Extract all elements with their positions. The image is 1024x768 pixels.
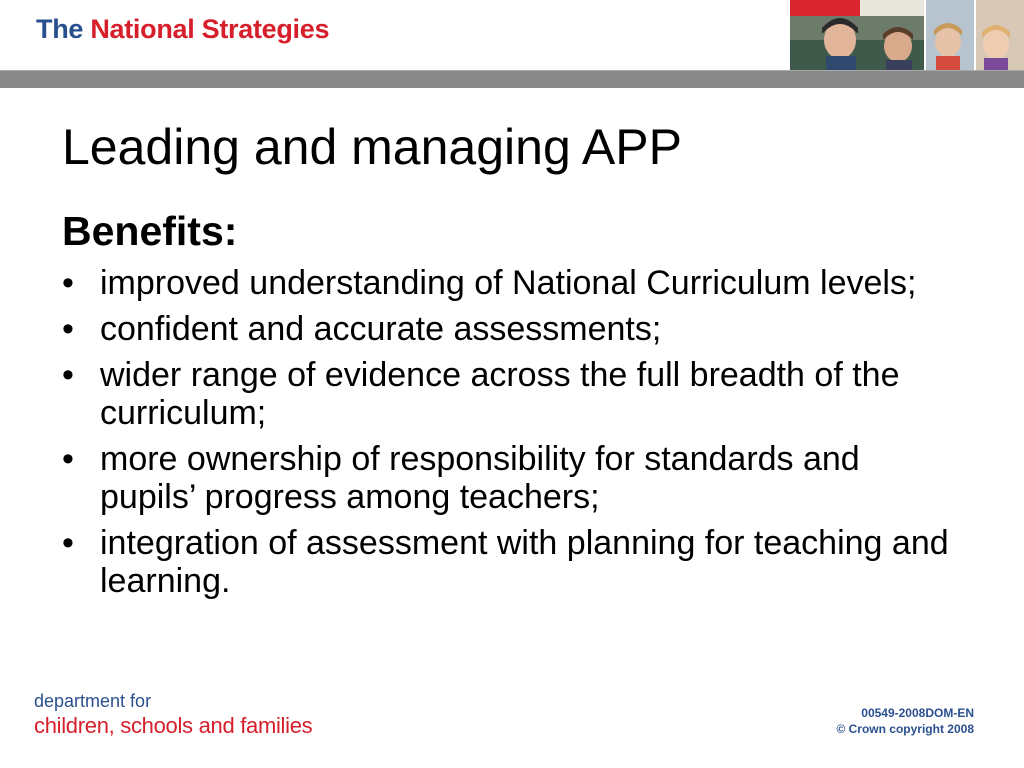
logo-the: The xyxy=(36,14,84,44)
dept-logo-line1: department for xyxy=(34,691,152,711)
national-strategies-logo xyxy=(36,14,329,45)
dept-logo-line2: children, schools and families xyxy=(34,713,313,738)
list-item xyxy=(62,356,962,432)
list-item xyxy=(62,524,962,600)
list-item-text: wider range of evidence across the full breadth of the curriculum; xyxy=(100,356,900,432)
list-item-text: more ownership of responsibility for standards and pupils’ progress among teachers; xyxy=(100,440,860,516)
bullet-icon: • xyxy=(62,440,74,478)
dcsf-logo xyxy=(34,692,312,737)
benefits-list xyxy=(62,264,962,608)
list-item-text: confident and accurate assessments; xyxy=(100,310,662,348)
list-item-text: integration of assessment with planning for teaching and learning. xyxy=(100,524,949,600)
slide-header xyxy=(0,0,1024,70)
bullet-icon: • xyxy=(62,264,74,302)
list-item xyxy=(62,310,962,348)
list-item-text: improved understanding of National Curriculum levels; xyxy=(100,264,917,302)
slide-title: Leading and managing APP xyxy=(62,119,682,175)
bullet-icon: • xyxy=(62,310,74,348)
reference-code: 00549-2008DOM-EN xyxy=(861,706,974,720)
bullet-icon: • xyxy=(62,524,74,562)
footer-reference xyxy=(836,705,974,737)
copyright-notice: © Crown copyright 2008 xyxy=(836,722,974,736)
classroom-photo-strip xyxy=(790,0,1024,70)
logo-national-strategies: National Strategies xyxy=(90,14,330,44)
list-item xyxy=(62,440,962,516)
header-divider-bar xyxy=(0,70,1024,88)
bullet-icon: • xyxy=(62,356,74,394)
slide-subtitle: Benefits: xyxy=(62,208,238,254)
list-item xyxy=(62,264,962,302)
